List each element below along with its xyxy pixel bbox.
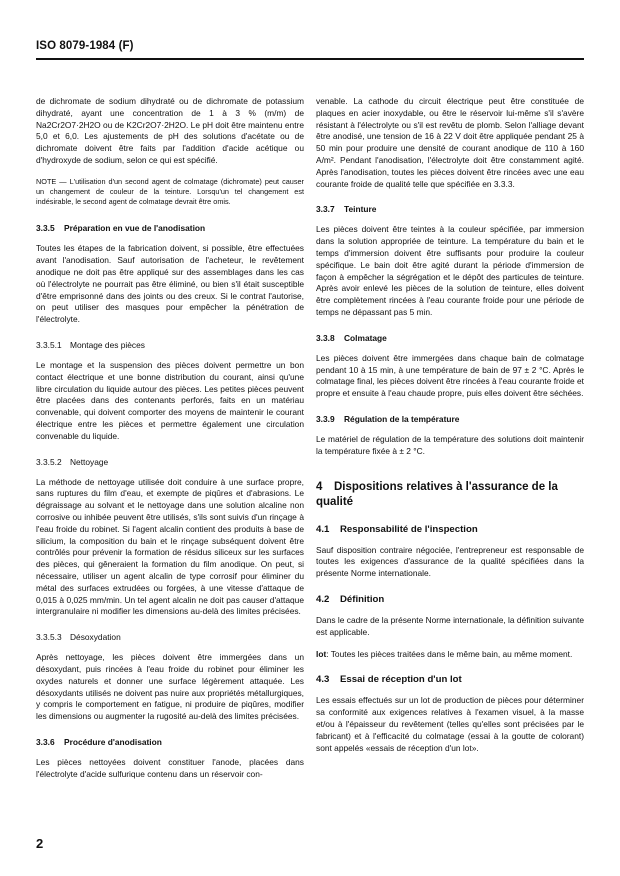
note-paragraph: NOTE — L'utilisation d'un second agent de colmatage (dichromate) peut causer un changement de couleur de la teinture. Lorsqu'un tel changement est indésirable, le second agent de colmatage devrait être omis.: [36, 176, 304, 207]
section-3-3-8-text: Les pièces doivent être immergées dans chaque bain de colmatage pendant 10 à 15 min, à une température de bain de 97 ± 2 °C. Après le colmatage final, les pièces doivent être rincées à l'eau courante froide et propre et ensuite à l'eau chaude propre, puis elles doivent être séchées.: [316, 352, 584, 399]
section-4-1-heading: 4.1 Responsabilité de l'inspection: [316, 523, 478, 535]
section-3-3-5-2-text: La méthode de nettoyage utilisée doit conduire à une surface propre, sans ruptures du film d'eau, et exempte de piqûres et d'abrasions. Le dégraissage au solvant et le nettoyage dans une solution alcaline non corrosive ou inhibée peuvent être utilisés, s'ils sont suivis d'un rinçage à l'eau froide du robinet. Si l'agent alcalin contient des produits à base de silicium, la composition du bain et le rinçage subséquent doivent être contrôlés pour prévenir la formation de résidus siliceux sur les surfaces des pièces, qui gêneraient la formation du film anodique. On peut, si nécessaire, utiliser un agent alcalin de type corrosif pour éliminer du métal des surfaces extrudées ou forgées, à une vitesse d'attaque de 0,015 à 0,025 mm/min. Un tel agent alcalin ne doit pas causer d'attaque intergranulaire ni modifier les dimensions au-delà des limites précisées.: [36, 476, 304, 617]
section-3-3-7-text: Les pièces doivent être teintes à la couleur spécifiée, par immersion dans la solution appropriée de teinture. La température du bain et le temps d'immersion doivent être suffisants pour produire la couleur spécifique. Le bain doit être agité durant la période d'immersion de façon à empêcher la ségrégation et le dépôt des particules de teinture. Après avoir enlevé les pièces de la solution de teinture, elles doivent être complètement rincées à l'eau courante froide pour une période de temps ne dépassant pas 5 min.: [316, 224, 584, 317]
section-3-3-6-text: Les pièces nettoyées doivent constituer l'anode, placées dans l'électrolyte d'acide sulfurique contenu dans un réservoir con-: [36, 756, 304, 779]
left-column: [36, 96, 304, 790]
section-3-3-5-3-text: Après nettoyage, les pièces doivent être immergées dans un désoxydant, puis rincées à l'eau froide du robinet pour éliminer les oxydes naturels et donner une surface légèrement attaquée. Les désoxydants utilisés ne doivent pas nuire aux propriétés métallurgiques, y compris le comportement en fatigue, ni produire de piqûres, modifier les dimensions ou augmenter la rugosité au-delà des limites précisées.: [36, 652, 304, 722]
section-3-3-6-heading: 3.3.6 Procédure d'anodisation: [36, 736, 162, 747]
section-3-3-5-1-heading: 3.3.5.1 Montage des pièces: [36, 339, 145, 350]
section-4-3-text: Les essais effectués sur un lot de production de pièces pour déterminer sa conformité aux exigences relatives à l'examen visuel, à la masse et/ou à l'épaisseur du revêtement (telles qu'elles sont précisées par le fabricant) et à l'efficacité du colmatage (essai à la goutte de colorant) sont appelés «essais de réception d'un lot».: [316, 695, 584, 753]
section-4-3-heading: 4.3 Essai de réception d'un lot: [316, 674, 462, 686]
section-4-2-text: Dans le cadre de la présente Norme internationale, la définition suivante est applicable.: [316, 614, 584, 637]
section-3-3-5-3-heading: 3.3.5.3 Désoxydation: [36, 632, 121, 643]
definition-text: : Toutes les pièces traitées dans le même bain, au même moment.: [326, 648, 573, 659]
section-3-3-9-text: Le matériel de régulation de la température des solutions doit maintenir la température fixée à ± 2 °C.: [316, 433, 584, 456]
intro-paragraph: de dichromate de sodium dihydraté ou de dichromate de potassium dihydraté, ayant une concentration de 1 à 3 % (m/m) de Na2Cr2O7·2H2O ou de K2Cr2O7·2H2O. Le pH doit être maintenu entre 5,0 et 6,0. Les ajustements de pH des solutions d'acétate ou de dichromate doivent être faits par l'addition d'acide acétique ou d'hydroxyde de sodium, selon ce qui est spécifié.: [36, 96, 304, 165]
section-3-3-5-heading: 3.3.5 Préparation en vue de l'anodisation: [36, 223, 206, 234]
page-number: 2: [36, 836, 44, 851]
section-4-1-text: Sauf disposition contraire négociée, l'entrepreneur est responsable de toutes les exigences d'assurance de la qualité spécifiées dans la présente Norme internationale.: [316, 544, 584, 579]
section-3-3-8-heading: 3.3.8 Colmatage: [316, 332, 387, 343]
definition-lot: [316, 649, 584, 661]
definition-term: lot: [316, 648, 327, 659]
section-4-2-heading: 4.2 Définition: [316, 593, 385, 605]
section-3-3-5-2-heading: 3.3.5.2 Nettoyage: [36, 456, 109, 467]
section-3-3-7-heading: 3.3.7 Teinture: [316, 204, 377, 215]
section-3-3-5-1-text: Le montage et la suspension des pièces doivent permettre un bon contact électrique et une bonne distribution du courant, ainsi qu'une libre circulation du liquide autour des pièces. Les petites pièces peuvent être placées dans des contenants perforés, faits en un matériau convenable, qui doivent comporter des moyens de maintenir le courant électrique entre les pièces et permettre également une circulation convenable du liquide.: [36, 359, 304, 441]
section-3-3-5-text: Toutes les étapes de la fabrication doivent, si possible, être effectuées avant l'anodisation. Sauf autorisation de l'acheteur, le revêtement anodique ne doit pas être appliqué sur des assemblages dans les cas où l'électrolyte ne pourrait pas être éliminé, ou bien s'il était susceptible d'être emprisonné dans des joints ou des creux. Si le contrat l'autorise, on peut utiliser des masques pour empêcher la pénétration de l'électrolyte.: [36, 243, 304, 325]
header-rule: [36, 58, 584, 60]
section-3-3-9-heading: 3.3.9 Régulation de la température: [316, 413, 460, 424]
continued-paragraph: venable. La cathode du circuit électrique peut être constituée de plaques en acier inoxydable, ou être le réservoir lui-même s'il s'avère résistant à l'électrolyte ou s'il est revêtu de plomb. Selon l'alliage devant être anodisé, une tension de 16 à 22 V doit être appliquée pendant 25 à 50 min pour produire une densité de courant anodique de 110 à 160 A/m². Pendant l'anodisation, l'électrolyte doit être constamment agité. Après l'anodisation, toutes les pièces doivent être rincées avec une eau courante froide de qualité telle que spécifiée en 3.3.3.: [316, 96, 584, 189]
right-column: [316, 96, 584, 764]
document-header: ISO 8079-1984 (F): [36, 40, 134, 52]
section-4-heading: 4 Dispositions relatives à l'assurance de la qualité: [316, 480, 558, 508]
